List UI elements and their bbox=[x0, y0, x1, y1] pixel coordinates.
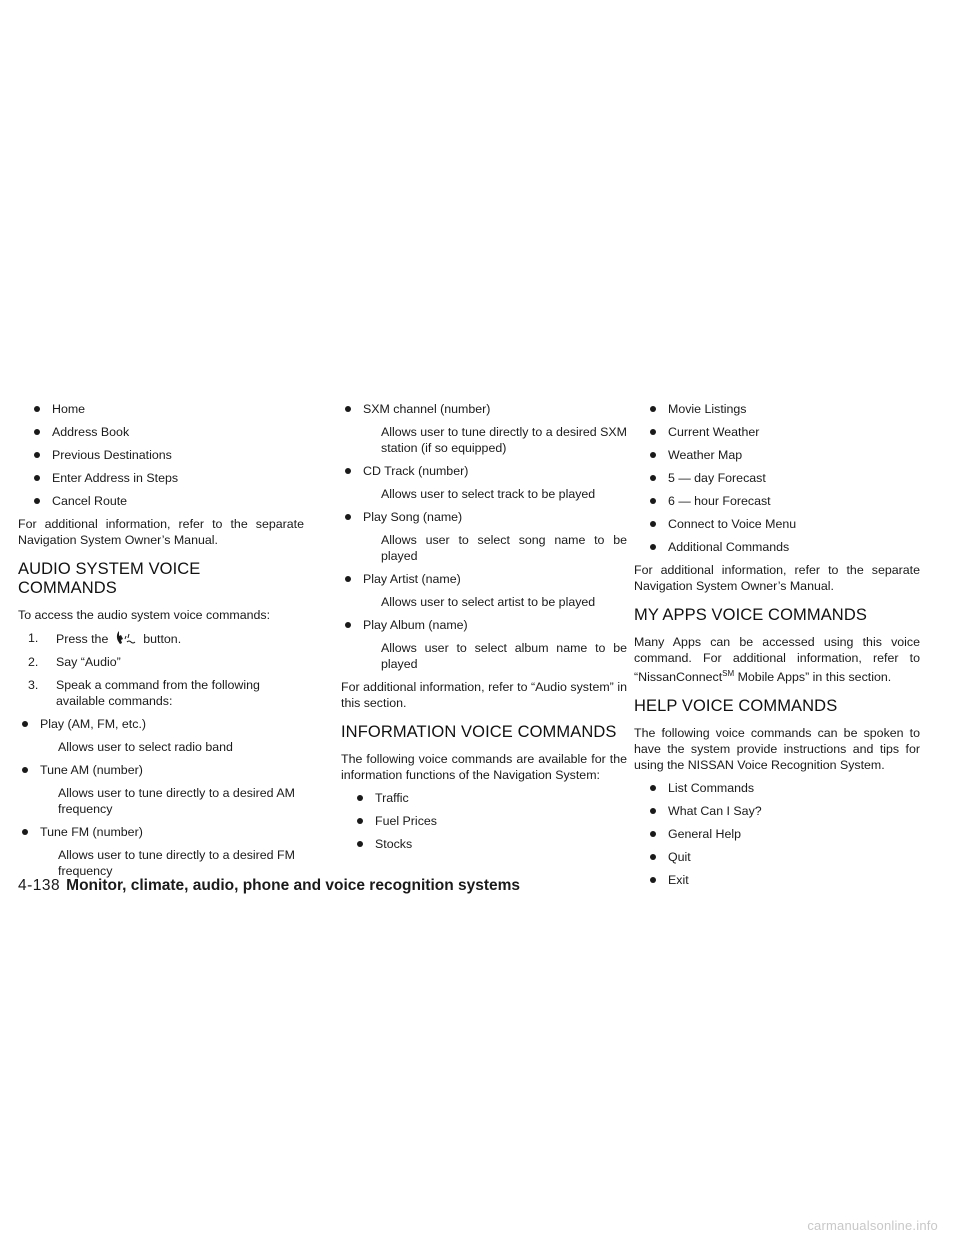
list-item: CD Track (number) bbox=[341, 463, 627, 479]
command-description: Allows user to select artist to be played bbox=[381, 595, 596, 609]
command-description: Allows user to tune directly to a desired SXM station (if so equipped) bbox=[381, 425, 627, 455]
list-item: Traffic bbox=[353, 790, 627, 806]
page-footer bbox=[18, 876, 520, 896]
list-item: 5 — day Forecast bbox=[646, 470, 920, 486]
list-item: Play (AM, FM, etc.) bbox=[18, 716, 304, 732]
chapter-title: Monitor, climate, audio, phone and voice recognition systems bbox=[66, 877, 521, 894]
list-item: Exit bbox=[646, 872, 920, 888]
list-item: Stocks bbox=[353, 836, 627, 852]
section-heading-audio: AUDIO SYSTEM VOICE COMMANDS bbox=[18, 560, 201, 597]
help-intro: The following voice commands can be spoken to have the system provide instructions and tips for using the NISSAN Voice Recognition System. bbox=[634, 726, 920, 772]
list-item: Home bbox=[30, 401, 304, 417]
list-item: Enter Address in Steps bbox=[30, 470, 304, 486]
page-number: 4-138 bbox=[18, 877, 61, 894]
list-item: Play Artist (name) bbox=[341, 571, 627, 587]
command-description: Allows user to select album name to be played bbox=[381, 641, 627, 671]
audio-intro: To access the audio system voice commands: bbox=[18, 608, 271, 622]
list-item: Play Song (name) bbox=[341, 509, 627, 525]
list-item: Additional Commands bbox=[646, 539, 920, 555]
command-description: Allows user to select song name to be played bbox=[381, 533, 627, 563]
list-item: Previous Destinations bbox=[30, 447, 304, 463]
voice-talk-icon bbox=[114, 630, 136, 646]
step-2: 2. Say “Audio” bbox=[28, 655, 121, 669]
command-description: Allows user to tune directly to a desired AM frequency bbox=[58, 786, 295, 816]
column-2 bbox=[341, 401, 627, 852]
list-item: List Commands bbox=[646, 780, 920, 796]
command-description: Allows user to select radio band bbox=[58, 740, 233, 754]
list-item: What Can I Say? bbox=[646, 803, 920, 819]
section-heading-help: HELP VOICE COMMANDS bbox=[634, 697, 838, 715]
section-heading-my-apps: MY APPS VOICE COMMANDS bbox=[634, 606, 867, 624]
info-reference-paragraph: For additional information, refer to the separate Navigation System Owner’s Manual. bbox=[634, 563, 920, 593]
list-item: 6 — hour Forecast bbox=[646, 493, 920, 509]
list-item: Connect to Voice Menu bbox=[646, 516, 920, 532]
audio-reference-paragraph: For additional information, refer to “Audio system” in this section. bbox=[341, 680, 627, 710]
column-1 bbox=[18, 401, 304, 879]
watermark-text: carmanualsonline.info bbox=[807, 1218, 938, 1233]
list-item: Quit bbox=[646, 849, 920, 865]
list-item: General Help bbox=[646, 826, 920, 842]
list-item: Weather Map bbox=[646, 447, 920, 463]
list-item: Play Album (name) bbox=[341, 617, 627, 633]
command-description: Allows user to tune directly to a desired FM frequency bbox=[58, 848, 295, 878]
list-item: SXM channel (number) bbox=[341, 401, 627, 417]
list-item: Fuel Prices bbox=[353, 813, 627, 829]
list-item: Cancel Route bbox=[30, 493, 304, 509]
list-item: Movie Listings bbox=[646, 401, 920, 417]
step-3: 3. Speak a command from the following available commands: bbox=[28, 678, 260, 708]
list-item: Address Book bbox=[30, 424, 304, 440]
section-heading-information: INFORMATION VOICE COMMANDS bbox=[341, 723, 617, 741]
info-intro: The following voice commands are available for the information functions of the Navigation System: bbox=[341, 752, 627, 782]
column-3 bbox=[634, 401, 920, 888]
command-description: Allows user to select track to be played bbox=[381, 487, 596, 501]
list-item: Tune FM (number) bbox=[18, 824, 304, 840]
list-item: Tune AM (number) bbox=[18, 762, 304, 778]
nav-reference-paragraph: For additional information, refer to the separate Navigation System Owner’s Manual. bbox=[18, 517, 304, 547]
apps-paragraph: Many Apps can be accessed using this voice command. For additional information, refer to “NissanConnect℠ Mobile Apps” in this section. bbox=[634, 635, 920, 684]
step-1: 1. Press the button. bbox=[28, 631, 182, 646]
list-item: Current Weather bbox=[646, 424, 920, 440]
